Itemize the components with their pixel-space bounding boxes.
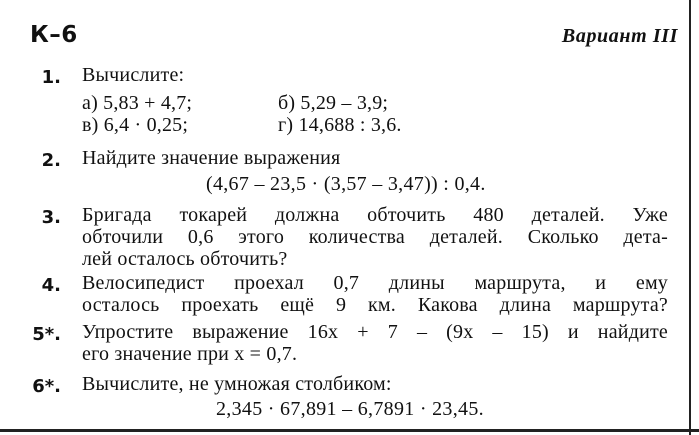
task-1-item-a: а) 5,83 + 4,7; [82,92,193,114]
task-5-line-2: его значение при x = 0,7. [82,343,298,365]
task-5-number: 5*. [32,324,61,345]
task-4-number: 4. [41,275,61,296]
task-3-line-1: Бригада токарей должна обточить 480 деталей. Уже [82,204,668,226]
task-6-prompt: Вычислите, не умножая столбиком: [82,373,392,395]
task-1-item-b: б) 5,29 – 3,9; [278,92,389,114]
task-4-line-1: Велосипедист проехал 0,7 длины маршрута, и ему [82,272,668,294]
page-border-right [689,0,691,435]
task-1-number: 1. [41,67,61,88]
task-1-item-v: в) 6,4 · 0,25; [82,114,189,136]
variant-label: Вариант III [561,25,678,47]
task-6-number: 6*. [32,376,61,397]
task-2-expression: (4,67 – 23,5 · (3,57 – 3,47)) : 0,4. [206,173,486,195]
test-code: К–6 [30,22,78,48]
task-1-item-g: г) 14,688 : 3,6. [278,114,402,136]
page-border-bottom [0,429,699,432]
task-6-expression: 2,345 · 67,891 – 6,7891 · 23,45. [216,398,484,420]
task-5-line-1: Упростите выражение 16x + 7 – (9x – 15) и найдите [82,321,668,343]
task-2-number: 2. [41,150,61,171]
task-1-prompt: Вычислите: [82,64,185,86]
task-3-line-3: лей осталось обточить? [82,248,288,270]
header [30,22,678,52]
task-2-prompt: Найдите значение выражения [82,147,341,169]
task-3-line-2: обточили 0,6 этого количества деталей. Сколько дета- [82,226,668,248]
task-4-line-2: осталось проехать ещё 9 км. Какова длина маршрута? [82,294,668,316]
task-3-number: 3. [41,207,61,228]
